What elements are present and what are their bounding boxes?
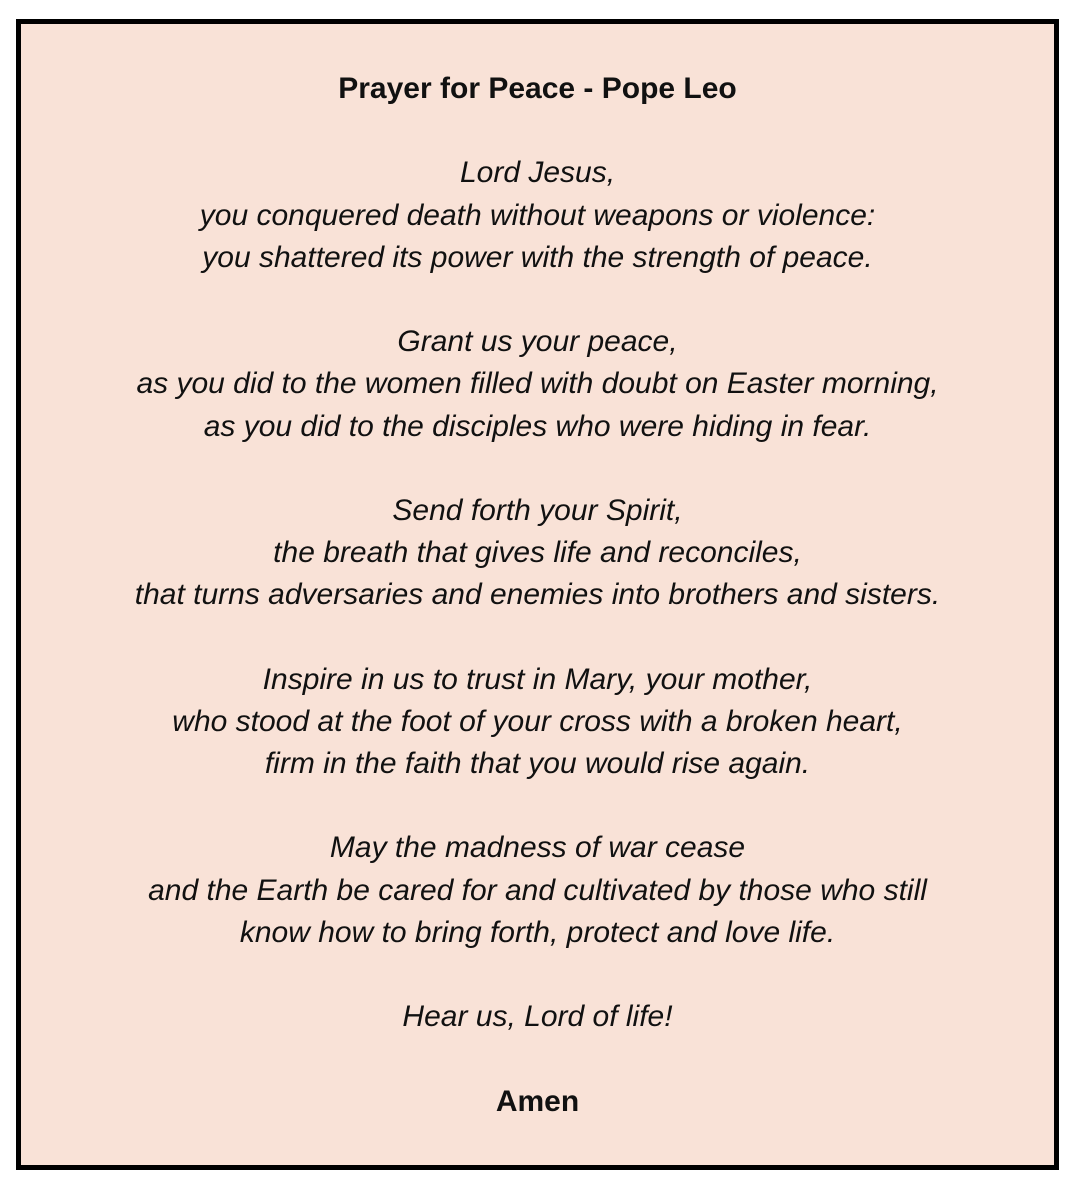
prayer-line: you shattered its power with the strength of peace.	[202, 240, 873, 274]
prayer-card	[16, 19, 1059, 1170]
prayer-closing: Amen	[495, 1084, 580, 1118]
stanza-3	[21, 490, 1054, 617]
prayer-line: firm in the faith that you would rise again.	[264, 747, 811, 780]
prayer-line: Hear us, Lord of life!	[402, 1000, 673, 1034]
prayer-text	[21, 68, 1054, 1123]
stanza-4	[21, 659, 1054, 786]
stanza-2	[21, 321, 1054, 448]
stanza-6	[21, 996, 1054, 1038]
prayer-title: Prayer for Peace - Pope Leo	[338, 72, 737, 105]
prayer-line: Inspire in us to trust in Mary, your mother,	[262, 662, 813, 696]
prayer-line: Lord Jesus,	[459, 156, 616, 190]
prayer-line: as you did to the disciples who were hiding in fear.	[203, 409, 872, 443]
prayer-line: the breath that gives life and reconciles,	[273, 536, 802, 570]
prayer-line: who stood at the foot of your cross with a broken heart,	[172, 704, 903, 738]
stanza-1	[21, 152, 1054, 279]
prayer-line: Send forth your Spirit,	[392, 493, 683, 527]
prayer-line: Grant us your peace,	[397, 325, 678, 359]
prayer-line: you conquered death without weapons or violence:	[199, 198, 876, 232]
stanza-5	[21, 827, 1054, 954]
prayer-line: and the Earth be cared for and cultivated by those who still	[148, 873, 927, 907]
prayer-line: as you did to the women filled with doubt on Easter morning,	[136, 367, 939, 401]
prayer-line: May the madness of war cease	[329, 831, 746, 865]
prayer-line: that turns adversaries and enemies into brothers and sisters.	[134, 578, 941, 612]
prayer-line: know how to bring forth, protect and love life.	[239, 915, 836, 949]
